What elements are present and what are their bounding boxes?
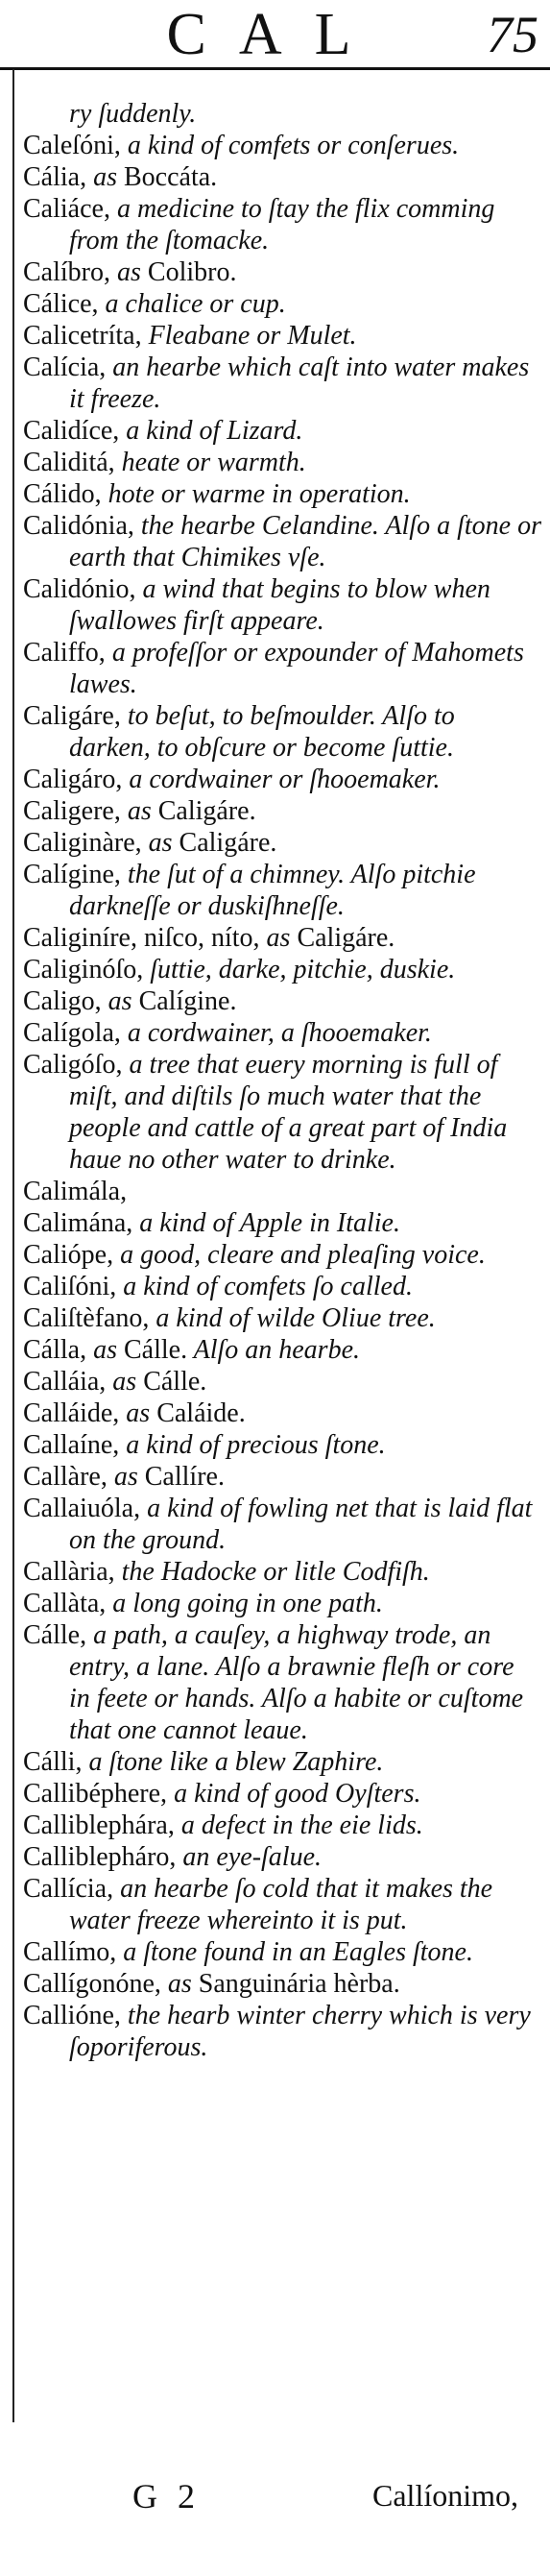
definition: as [107,1462,145,1492]
dictionary-entry [23,510,541,573]
headword: Callígonóne, [23,1969,161,1999]
definition: as [120,796,158,826]
definition: a kind of precious ſtone. [119,1430,386,1460]
headword: Caliginíre, niſco, níto, [23,923,260,953]
headword: Calliblepháro, [23,1842,177,1872]
dictionary-entry [23,1619,541,1746]
headword: Calicetríta, [23,321,142,351]
headword: Calidónio, [23,574,136,604]
definition: a kind of fowling net that is laid flat on the ground. [69,1494,533,1555]
definition: an hearbe ſo cold that it makes the water freeze whereinto it is put. [69,1874,493,1935]
headword: Caligóſo, [23,1050,123,1080]
dictionary-entry [23,1271,541,1302]
dictionary-entry [23,1017,541,1049]
dictionary-entry [23,352,541,415]
definition: heate or warmth. [114,448,306,477]
headword: Caleſóni, [23,131,121,160]
definition: the hearbe Celandine. Alſo a ſtone or earth that Chimikes vſe. [69,511,541,572]
dictionary-entry [23,1493,541,1556]
definition: a kind of Lizard. [119,416,303,446]
dictionary-entry [23,320,541,352]
headword: Caliáce, [23,194,110,224]
headword: Calidíce, [23,416,120,446]
definition: Fleabane or Mulet. [141,321,357,351]
dictionary-entry [23,1429,541,1461]
dictionary-entry [23,1176,541,1207]
cross-reference: Boccáta. [124,162,218,192]
headword: Cália, [23,162,87,192]
headword: Calimála, [23,1177,128,1206]
headword: Caligo, [23,986,102,1016]
headword: Calíbro, [23,257,110,287]
definition: Alſo an hearbe. [187,1335,361,1365]
dictionary-entry [23,1461,541,1493]
definition: as [86,1335,124,1365]
cross-reference: Calígine. [138,986,237,1016]
headword: Callícia, [23,1874,114,1904]
definition: a profeſſor or expounder of Mahomets lawes. [69,638,524,699]
definition: a kind of good Oyſters. [167,1779,421,1809]
headword: Cálli, [23,1747,83,1777]
definition: a good, cleare and pleaſing voice. [113,1240,486,1270]
dictionary-entry [23,1968,541,2000]
dictionary-entry [23,1556,541,1588]
dictionary-entry [23,764,541,795]
dictionary-entry [23,1778,541,1810]
headword: Callióne, [23,2001,121,2030]
definition: a tree that euery morning is full of miſt, and diſtils ſo much water that the people and cattle of a great part of India haue no other water to drinke. [69,1050,508,1175]
definition: as [119,1398,157,1428]
definition: a kind of comfets ſo called. [116,1272,413,1301]
dictionary-entry [23,161,541,193]
dictionary-entry [23,1810,541,1841]
dictionary-entry [23,827,541,859]
definition: the hearb winter cherry which is very ſoporiferous. [69,2001,531,2062]
headword: Caligere, [23,796,121,826]
dictionary-entry [23,1334,541,1366]
definition: ſuttie, darke, pitchie, duskie. [143,955,456,984]
definition: a long going in one path. [106,1589,383,1618]
headword: Caliditá, [23,448,115,477]
cross-reference: Colibro. [147,257,237,287]
dictionary-entry [23,256,541,288]
page-number: 75 [487,6,538,63]
running-title: CAL [166,2,384,67]
definition: as [160,1969,199,1999]
dictionary-entry [23,2000,541,2063]
definition: a kind of comfets or conſerues. [120,131,460,160]
headword: Calígine, [23,860,121,889]
dictionary-entry [23,130,541,161]
headword: Calliblephára, [23,1810,175,1840]
definition: a defect in the eie lids. [174,1810,423,1840]
dictionary-entry [23,1873,541,1936]
headword: Caligáre, [23,701,121,731]
headword: Callària, [23,1557,115,1587]
headword: Caliginàre, [23,828,142,858]
definition: as [101,986,139,1016]
definition: as [141,828,179,858]
definition: a kind of wilde Oliue tree. [149,1303,436,1333]
cross-reference: Sanguinária hèrba. [198,1969,400,1999]
headword: Cálla, [23,1335,87,1365]
headword: Callaiuóla, [23,1494,141,1523]
definition: as [110,257,148,287]
cross-reference: Cálle. [124,1335,188,1365]
definition: the ſut of a chimney. Alſo pitchie darkneſſe or duskiſhneſſe. [69,860,476,921]
dictionary-entry [23,1366,541,1397]
headword: Cálido, [23,479,102,509]
dictionary-entry [23,795,541,827]
headword: Calláide, [23,1398,120,1428]
dictionary-entry [23,415,541,447]
headword: Caliſtèfano, [23,1303,150,1333]
definition: hote or warme in operation. [101,479,411,509]
signature-mark: G 2 [132,2477,201,2515]
margin-rule [12,69,14,2422]
dictionary-entry [23,288,541,320]
dictionary-entry [23,98,541,130]
dictionary-entry [23,1397,541,1429]
dictionary-entry [23,1302,541,1334]
headword: Caliſóni, [23,1272,117,1301]
dictionary-entry [23,1936,541,1968]
headword: Callàta, [23,1589,107,1618]
definition: a kind of Apple in Italie. [132,1208,400,1238]
headword: Califfo, [23,638,106,668]
definition: a medicine to ſtay the flix comming from the ſtomacke. [69,194,495,255]
dictionary-entry [23,1841,541,1873]
definition: an eye-ſalue. [176,1842,322,1872]
definition: as [259,923,298,953]
dictionary-entry [23,922,541,954]
headword: Callibéphere, [23,1779,168,1809]
cross-reference: Caligáre. [297,923,395,953]
headword: Caligáro, [23,765,123,794]
definition: a ſtone like a blew Zaphire. [82,1747,384,1777]
headword: Calígola, [23,1018,121,1048]
headword: Caliginóſo, [23,955,144,984]
definition: a cordwainer, a ſhooemaker. [120,1018,432,1048]
definition: ry ſuddenly. [69,99,197,129]
definition: as [106,1367,144,1397]
dictionary-entry [23,700,541,764]
dictionary-entry [23,1239,541,1271]
dictionary-entry [23,1207,541,1239]
definition: as [86,162,124,192]
dictionary-entry [23,859,541,922]
dictionary-entry [23,1588,541,1619]
definition: a path, a cauſey, a highway trode, an entry, a lane. Alſo a brawnie fleſh or core in feete or hands. Alſo a habite or cuſtome that one cannot leaue. [69,1620,524,1745]
definition: a ſtone found in an Eagles ſtone. [116,1937,473,1967]
headword: Calidónia, [23,511,134,541]
definition: a chalice or cup. [98,289,286,319]
headword: Callímo, [23,1937,117,1967]
dictionary-column [23,98,541,2063]
definition: the Hadocke or litle Codfiſh. [114,1557,430,1587]
dictionary-entry [23,447,541,478]
header-rule [0,67,550,70]
headword: Calícia, [23,352,107,382]
headword: Cálle, [23,1620,87,1650]
headword: Calláia, [23,1367,107,1397]
dictionary-entry [23,478,541,510]
cross-reference: Callíre. [144,1462,225,1492]
page-header [0,0,550,65]
catchword: Callíonimo, [372,2478,518,2513]
cross-reference: Caligáre. [179,828,277,858]
dictionary-entry [23,954,541,985]
dictionary-entry [23,1746,541,1778]
dictionary-entry [23,985,541,1017]
headword: Cálice, [23,289,99,319]
dictionary-entry [23,193,541,256]
cross-reference: Caláide. [156,1398,246,1428]
dictionary-entry [23,1049,541,1176]
headword: Callaíne, [23,1430,120,1460]
definition: an hearbe which caſt into water makes it freeze. [69,352,530,414]
definition: to beſut, to beſmoulder. Alſo to darken, to obſcure or become ſuttie. [69,701,455,763]
cross-reference: Cálle. [143,1367,207,1397]
definition: a wind that begins to blow when ſwallowes firſt appeare. [69,574,490,636]
headword: Callàre, [23,1462,108,1492]
definition: a cordwainer or ſhooemaker. [122,765,441,794]
headword: Calimána, [23,1208,133,1238]
dictionary-entry [23,637,541,700]
headword: Caliópe, [23,1240,114,1270]
dictionary-entry [23,573,541,637]
cross-reference: Caligáre. [157,796,256,826]
